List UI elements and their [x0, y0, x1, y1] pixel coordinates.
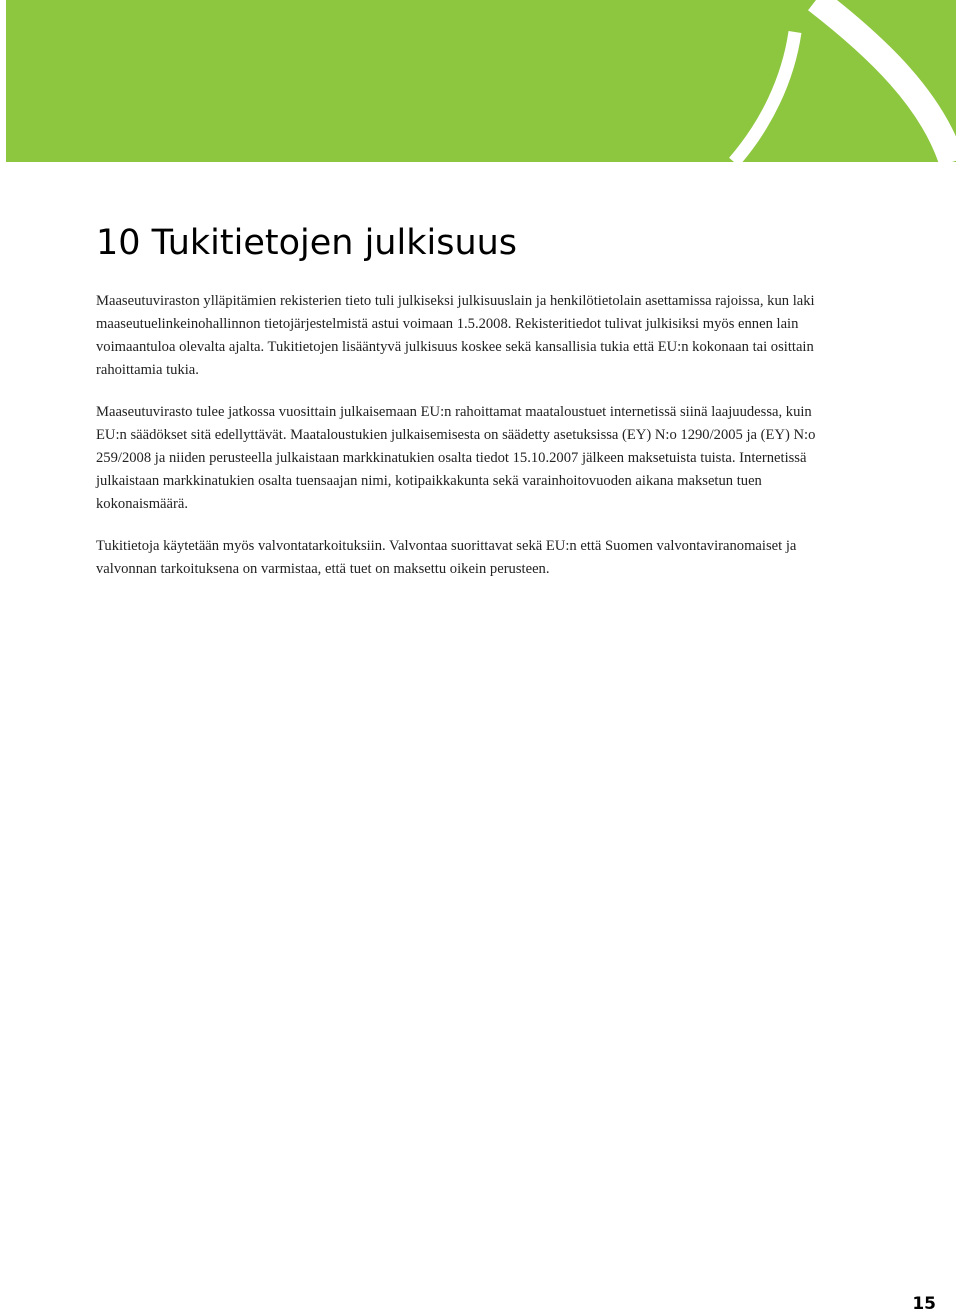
header-green-background	[6, 0, 956, 162]
page-number: 15	[912, 1294, 936, 1314]
paragraph-2: Maaseutuvirasto tulee jatkossa vuosittain julkaisemaan EU:n rahoittamat maataloustuet internetissä siinä laajuudessa, kuin EU:n säädökset sitä edellyttävät. Maataloustukien julkaisemisesta on säädetty asetuksissa (EY) N:o 1290/2005 ja (EY) N:o 259/2008 ja niiden perusteella julkaistaan markkinatukien osalta tiedot 15.10.2007 jälkeen maksetuista tuista. Internetissä julkaistaan markkinatukien osalta tuensaajan nimi, kotipaikkakunta sekä varainhoitovuoden aikana maksetun tuen kokonaismäärä.	[96, 404, 816, 512]
paragraph-3: Tukitietoja käytetään myös valvontatarkoituksiin. Valvontaa suorittavat sekä EU:n että Suomen valvontaviranomaiset ja valvonnan tarkoituksena on varmistaa, että tuet on maksettu oikein perusteen.	[96, 538, 797, 577]
header-band	[6, 0, 956, 162]
paragraph-1: Maaseutuviraston ylläpitämien rekisterien tieto tuli julkiseksi julkisuuslain ja henkilötietolain asettamissa rajoissa, kun laki maaseutuelinkeinohallinnon tietojärjestelmistä astui voimaan 1.5.2008. Rekisteritiedot tulivat julkisiksi myös ennen lain voimaantuloa olevalta ajalta. Tukitietojen lisääntyvä julkisuus koskee sekä kansallisia tukia että EU:n kokonaan tai osittain rahoittamia tukia.	[96, 293, 815, 378]
page-title: 10 Tukitietojen julkisuus	[96, 223, 518, 263]
header-leaf-graphic	[6, 0, 956, 162]
body-text	[96, 290, 831, 600]
